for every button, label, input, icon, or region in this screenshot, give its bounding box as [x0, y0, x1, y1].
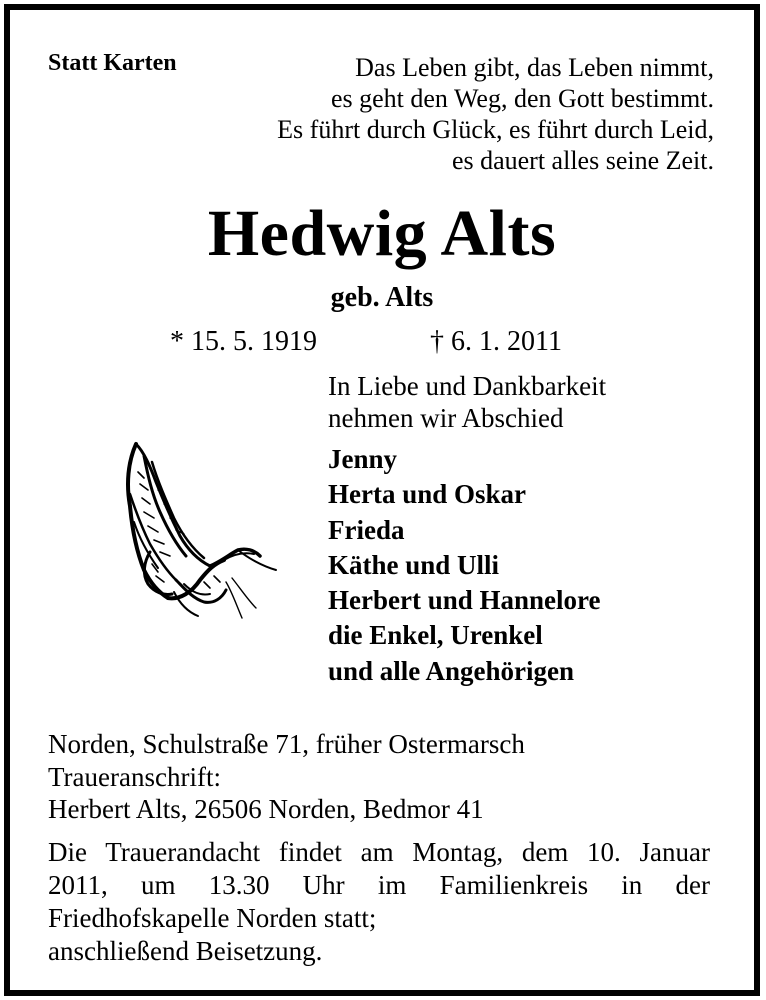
poem	[277, 52, 714, 176]
deceased-name: Hedwig Alts	[207, 197, 557, 270]
mourner-name: Herbert und Hannelore	[328, 585, 601, 616]
intro-line: nehmen wir Abschied	[328, 403, 564, 433]
notice-line: Die Trauerandacht findet am Montag, dem 10. Januar	[48, 837, 710, 867]
mourner-name: und alle Angehörigen	[328, 655, 575, 686]
mourner-name: die Enkel, Urenkel	[328, 620, 543, 651]
mourner-list	[328, 442, 601, 689]
mourner-name: Jenny	[328, 444, 398, 474]
notice-line: Friedhofskapelle Norden statt;	[48, 903, 377, 933]
obituary-notice	[4, 4, 760, 996]
address-block	[48, 728, 525, 826]
poem-line: es geht den Weg, den Gott bestimmt.	[330, 84, 714, 113]
mourner-name: Herta und Oskar	[328, 479, 527, 510]
birth-date: * 15. 5. 1919	[170, 326, 317, 357]
farewell-intro	[328, 370, 606, 434]
poem-line: Es führt durch Glück, es führt durch Leid,	[277, 115, 714, 144]
poem-line: es dauert alles seine Zeit.	[451, 146, 714, 175]
praying-hands-icon	[114, 432, 282, 630]
mourner-name: Käthe und Ulli	[328, 549, 500, 580]
notice-line: 2011, um 13.30 Uhr im Familienkreis in der	[48, 870, 710, 900]
statt-karten-label: Statt Karten	[48, 50, 177, 76]
maiden-name: geb. Alts	[330, 282, 434, 313]
address-line: Herbert Alts, 26506 Norden, Bedmor 41	[48, 794, 484, 824]
service-notice	[48, 836, 710, 968]
death-date: † 6. 1. 2011	[430, 326, 562, 357]
intro-line: In Liebe und Dankbarkeit	[328, 371, 607, 401]
address-line: Norden, Schulstraße 71, früher Ostermarsch	[48, 729, 525, 759]
poem-line: Das Leben gibt, das Leben nimmt,	[355, 53, 714, 82]
address-line: Traueranschrift:	[48, 761, 221, 792]
notice-line: anschließend Beisetzung.	[48, 936, 323, 966]
mourner-name: Frieda	[328, 514, 405, 545]
